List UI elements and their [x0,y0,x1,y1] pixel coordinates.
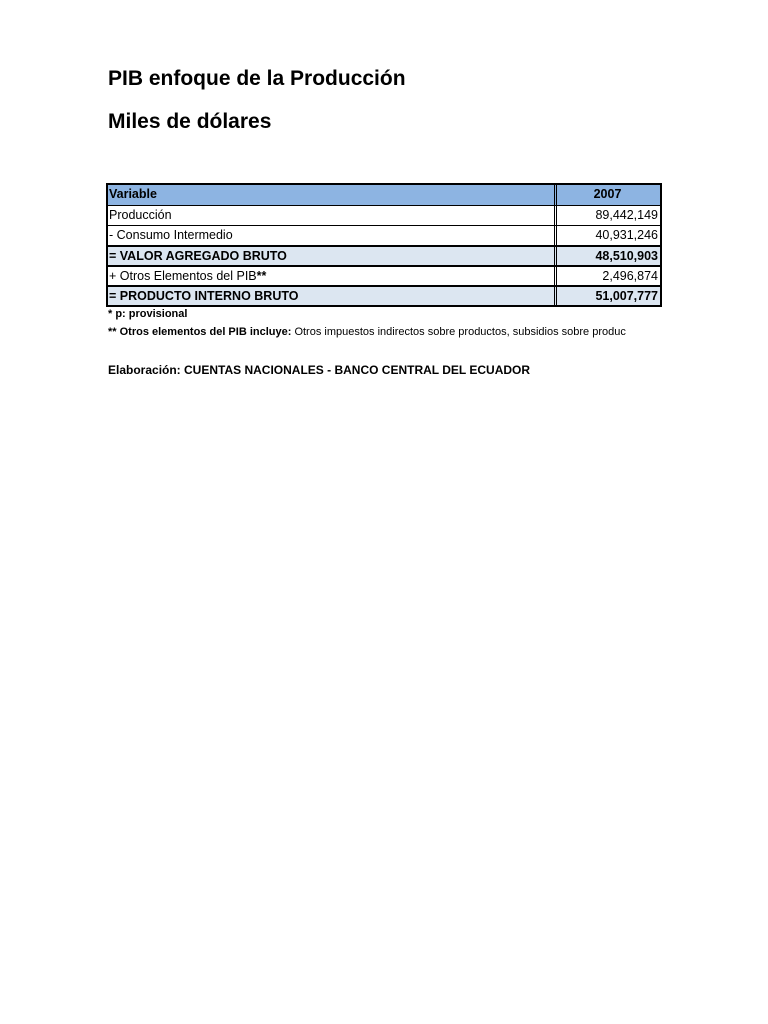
row-value: 40,931,246 [595,228,658,242]
row-label: Producción [108,206,557,225]
note-label: ** Otros elementos del PIB incluye: [108,326,292,338]
otros-elementos-note [108,326,662,338]
header-year: 2007 [557,185,660,205]
table-row [108,265,660,285]
table-row [108,225,660,245]
row-value: 2,496,874 [602,269,658,283]
page-title: PIB enfoque de la Producción [108,67,406,90]
row-label: - Consumo Intermedio [108,226,557,245]
note-text: Otros impuestos indirectos sobre productos, subsidios sobre produc [291,326,626,338]
row-label: = VALOR AGREGADO BRUTO [108,247,557,265]
row-label [108,267,557,285]
source-credit: Elaboración: CUENTAS NACIONALES - BANCO CENTRAL DEL ECUADOR [108,363,531,377]
table-row-subtotal [108,245,660,265]
row-label-text: + Otros Elementos del PIB [109,269,257,283]
provisional-note: * p: provisional [108,308,188,320]
row-label: = PRODUCTO INTERNO BRUTO [108,287,557,305]
row-value: 51,007,777 [557,287,660,305]
table-row [108,205,660,225]
table-header-row [108,185,660,205]
footnote-marker: ** [256,269,267,283]
row-value: 89,442,149 [595,208,658,222]
row-value: 48,510,903 [557,247,660,265]
pib-table [106,183,662,307]
header-variable: Variable [108,185,557,205]
page-subtitle: Miles de dólares [108,110,272,133]
table-row-total [108,285,660,305]
